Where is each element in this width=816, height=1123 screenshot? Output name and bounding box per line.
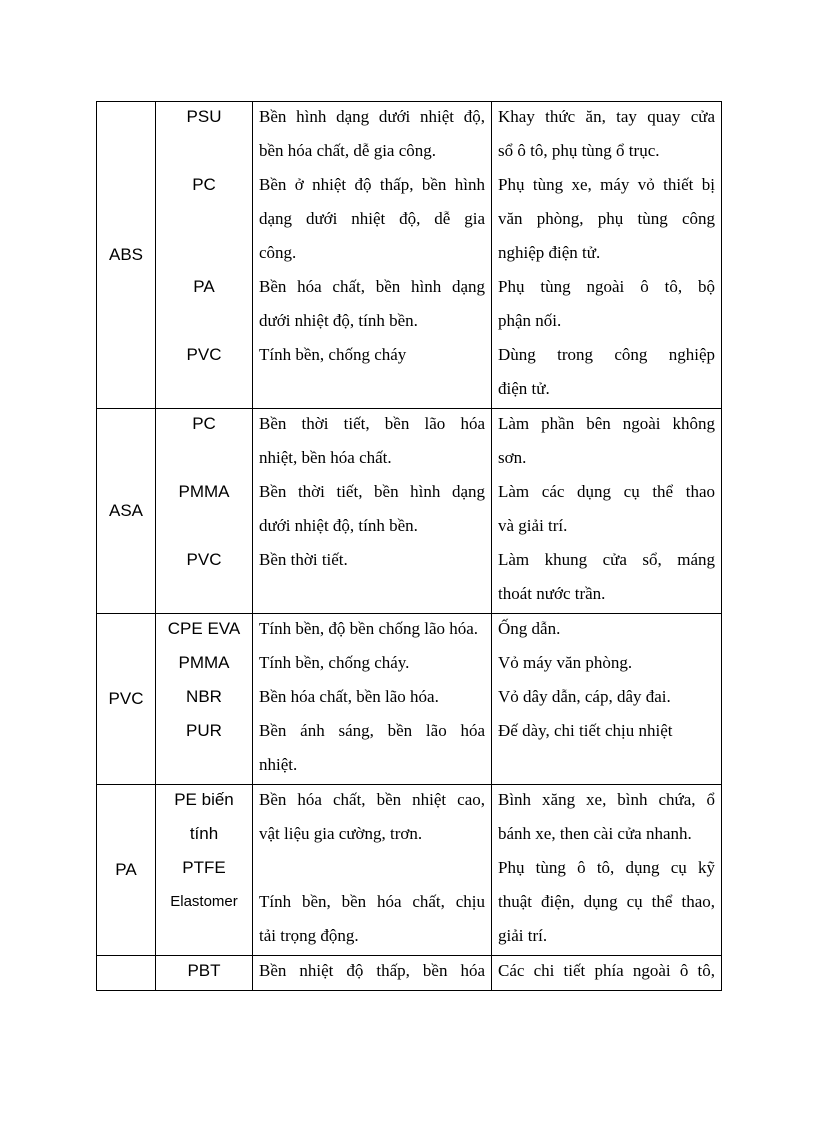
application-line: Vỏ máy văn phòng.	[498, 653, 633, 672]
application-line: và giải trí.	[498, 516, 568, 535]
blend-polymer: CPE EVA	[167, 619, 241, 638]
application-line: Bình xăng xe, bình chứa, ổ	[498, 790, 715, 809]
property-line: vật liệu gia cường, trơn.	[259, 824, 423, 843]
application-line: Ống dẫn.	[498, 619, 561, 638]
blend-polymer-cell	[156, 409, 253, 614]
table-row	[97, 102, 722, 409]
blend-polymer	[156, 238, 252, 272]
property-line: Bền thời tiết, bền hình dạng	[259, 482, 485, 501]
property-line: bền hóa chất, dễ gia công.	[259, 141, 437, 160]
blend-polymer: PTFE	[182, 858, 226, 877]
blend-polymer	[156, 921, 252, 955]
application-line: sổ ô tô, phụ tùng ổ trục.	[498, 141, 660, 160]
application-cell	[492, 614, 722, 785]
application-line: điện tử.	[498, 379, 550, 398]
blend-polymer: PSU	[186, 107, 222, 126]
property-line: dạng dưới nhiệt độ, dễ gia	[259, 209, 485, 228]
application-cell	[492, 956, 722, 991]
property-line: Tính bền, chống cháy	[259, 345, 407, 364]
table-row	[97, 614, 722, 785]
property-line: nhiệt.	[259, 755, 298, 774]
application-line: Khay thức ăn, tay quay cửa	[498, 107, 715, 126]
application-line: Dùng trong công nghiệp	[498, 345, 715, 364]
application-cell	[492, 409, 722, 614]
base-polymer: ASA	[108, 501, 144, 520]
blend-polymer-cell	[156, 785, 253, 956]
application-line: Làm các dụng cụ thể thao	[498, 482, 715, 501]
application-line: phận nối.	[498, 311, 562, 330]
blend-polymer	[156, 204, 252, 238]
application-line: Phụ tùng ngoài ô tô, bộ	[498, 277, 715, 296]
application-line: Vỏ dây dẫn, cáp, dây đai.	[498, 687, 671, 706]
base-polymer-cell	[97, 614, 156, 785]
table-body	[97, 102, 722, 991]
blend-polymer	[156, 136, 252, 170]
blend-polymer: PVC	[186, 345, 222, 364]
blend-polymer: PC	[192, 175, 216, 194]
polymer-blend-table	[96, 101, 722, 991]
blend-polymer	[156, 374, 252, 408]
table-row	[97, 409, 722, 614]
application-line: Đế dày, chi tiết chịu nhiệt	[498, 721, 673, 740]
blend-polymer: NBR	[186, 687, 222, 706]
property-line: Tính bền, chống cháy.	[259, 653, 410, 672]
property-line: Bền hóa chất, bền nhiệt cao,	[259, 790, 485, 809]
property-line: Bền hình dạng dưới nhiệt độ,	[259, 107, 485, 126]
blend-polymer-cell	[156, 956, 253, 991]
property-line: Bền ánh sáng, bền lão hóa	[259, 721, 485, 740]
application-line: văn phòng, phụ tùng công	[498, 209, 715, 228]
property-line: Tính bền, độ bền chống lão hóa.	[259, 619, 479, 638]
property-line: Bền thời tiết, bền lão hóa	[259, 414, 485, 433]
property-line: Tính bền, bền hóa chất, chịu	[259, 892, 485, 911]
blend-polymer	[156, 511, 252, 545]
application-line: thuật điện, dụng cụ thể thao,	[498, 892, 715, 911]
base-polymer: PVC	[108, 689, 144, 708]
blend-polymer: PMMA	[178, 482, 230, 501]
blend-polymer: tính	[189, 824, 219, 843]
base-polymer: ABS	[108, 245, 144, 264]
blend-polymer: Elastomer	[170, 893, 238, 910]
blend-polymer	[156, 306, 252, 340]
application-line: sơn.	[498, 448, 527, 467]
blend-polymer: PVC	[186, 550, 222, 569]
application-line: Các chi tiết phía ngoài ô tô,	[498, 961, 715, 980]
property-cell	[253, 102, 492, 409]
property-line: nhiệt, bền hóa chất.	[259, 448, 392, 467]
base-polymer-cell	[97, 409, 156, 614]
property-cell	[253, 956, 492, 991]
base-polymer-cell	[97, 102, 156, 409]
property-line: Bền hóa chất, bền lão hóa.	[259, 687, 439, 706]
property-line: tải trọng động.	[259, 926, 359, 945]
blend-polymer: PUR	[186, 721, 222, 740]
property-line: Bền ở nhiệt độ thấp, bền hình	[259, 175, 485, 194]
blend-polymer	[156, 443, 252, 477]
table-row	[97, 785, 722, 956]
application-line: giải trí.	[498, 926, 548, 945]
application-line: Phụ tùng xe, máy vỏ thiết bị	[498, 175, 715, 194]
property-line	[253, 579, 491, 613]
base-polymer-cell	[97, 785, 156, 956]
property-cell	[253, 785, 492, 956]
property-line	[253, 853, 491, 887]
application-line: nghiệp điện tử.	[498, 243, 601, 262]
property-line: Bền nhiệt độ thấp, bền hóa	[259, 961, 485, 980]
base-polymer-cell	[97, 956, 156, 991]
base-polymer: PA	[115, 860, 137, 879]
property-line: dưới nhiệt độ, tính bền.	[259, 311, 418, 330]
blend-polymer: PA	[193, 277, 215, 296]
property-line: Bền thời tiết.	[259, 550, 348, 569]
application-line: Làm khung cửa sổ, máng	[498, 550, 715, 569]
blend-polymer-cell	[156, 102, 253, 409]
application-line: thoát nước trần.	[498, 584, 606, 603]
property-cell	[253, 409, 492, 614]
application-cell	[492, 785, 722, 956]
blend-polymer: PMMA	[178, 653, 230, 672]
application-line	[492, 750, 721, 784]
property-line	[253, 374, 491, 408]
blend-polymer: PC	[192, 414, 216, 433]
property-line: dưới nhiệt độ, tính bền.	[259, 516, 418, 535]
property-line: công.	[259, 243, 297, 262]
application-line: Phụ tùng ô tô, dụng cụ kỹ	[498, 858, 715, 877]
blend-polymer-cell	[156, 614, 253, 785]
table-row	[97, 956, 722, 991]
application-line: bánh xe, then cài cửa nhanh.	[498, 824, 692, 843]
application-cell	[492, 102, 722, 409]
blend-polymer: PE biến	[174, 790, 234, 809]
application-line: Làm phần bên ngoài không	[498, 414, 715, 433]
blend-polymer	[156, 579, 252, 613]
blend-polymer	[156, 750, 252, 784]
property-cell	[253, 614, 492, 785]
property-line: Bền hóa chất, bền hình dạng	[259, 277, 485, 296]
blend-polymer: PBT	[187, 961, 221, 980]
